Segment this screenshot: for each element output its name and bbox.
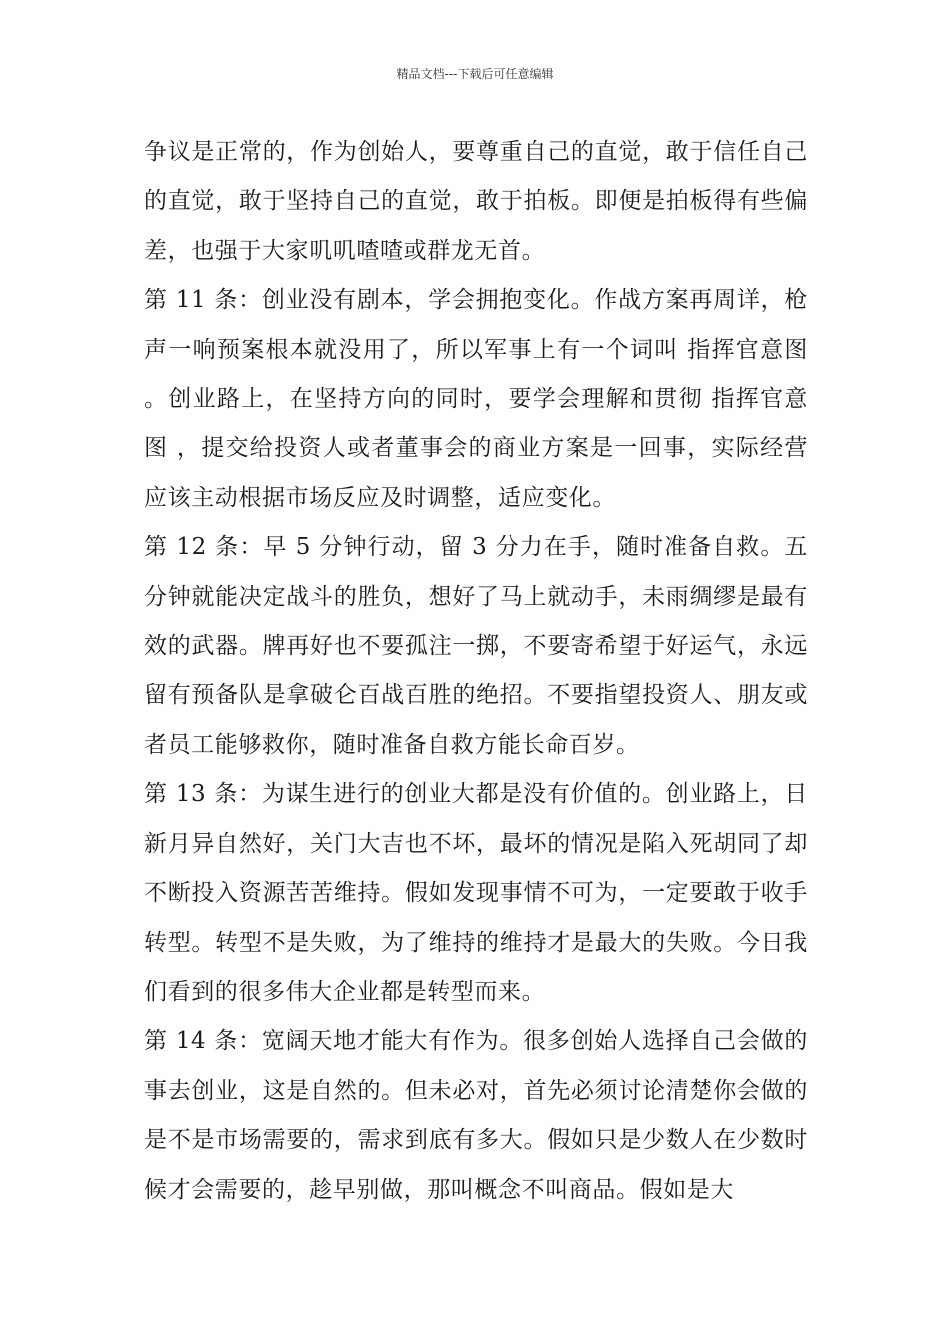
paragraph-article-14: 第 14 条：宽阔天地才能大有作为。很多创始人选择自己会做的事去创业，这是自然的。但未必对，首先必须讨论清楚你会做的是不是市场需要的，需求到底有多大。假如只是少数人在少数时候才会需要的，趁早别做，那叫概念不叫商品。假如是大 xyxy=(144,1028,808,1203)
paragraph-article-13: 第 13 条：为谋生进行的创业大都是没有价值的。创业路上，日新月异自然好，关门大吉也不坏，最坏的情况是陷入死胡同了却不断投入资源苦苦维持。假如发现事情不可为，一定要敢于收手转型。转型不是失败，为了维持的维持才是最大的失败。今日我们看到的很多伟大企业都是转型而来。 xyxy=(144,781,808,1005)
document-body xyxy=(144,128,808,1215)
paragraph-intuition: 争议是正常的，作为创始人，要尊重自己的直觉，敢于信任自己的直觉，敢于坚持自己的直觉，敢于拍板。即便是拍板得有些偏差，也强于大家叽叽喳喳或群龙无首。 xyxy=(144,139,808,264)
paragraph-article-11: 第 11 条：创业没有剧本，学会拥抱变化。作战方案再周详，枪声一响预案根本就没用了，所以军事上有一个词叫 指挥官意图 。创业路上，在坚持方向的同时，要学会理解和贯彻 指挥官意图 ，提交给投资人或者董事会的商业方案是一回事，实际经营应该主动根据市场反应及时调整，适应变化。 xyxy=(144,287,808,511)
paragraph-article-12: 第 12 条：早 5 分钟行动，留 3 分力在手，随时准备自救。五分钟就能决定战斗的胜负，想好了马上就动手，未雨绸缪是最有效的武器。牌再好也不要孤注一掷，不要寄希望于好运气，永远留有预备队是拿破仑百战百胜的绝招。不要指望投资人、朋友或者员工能够救你，随时准备自救方能长命百岁。 xyxy=(144,534,808,758)
page-header: 精品文档---下载后可任意编辑 xyxy=(396,67,554,81)
